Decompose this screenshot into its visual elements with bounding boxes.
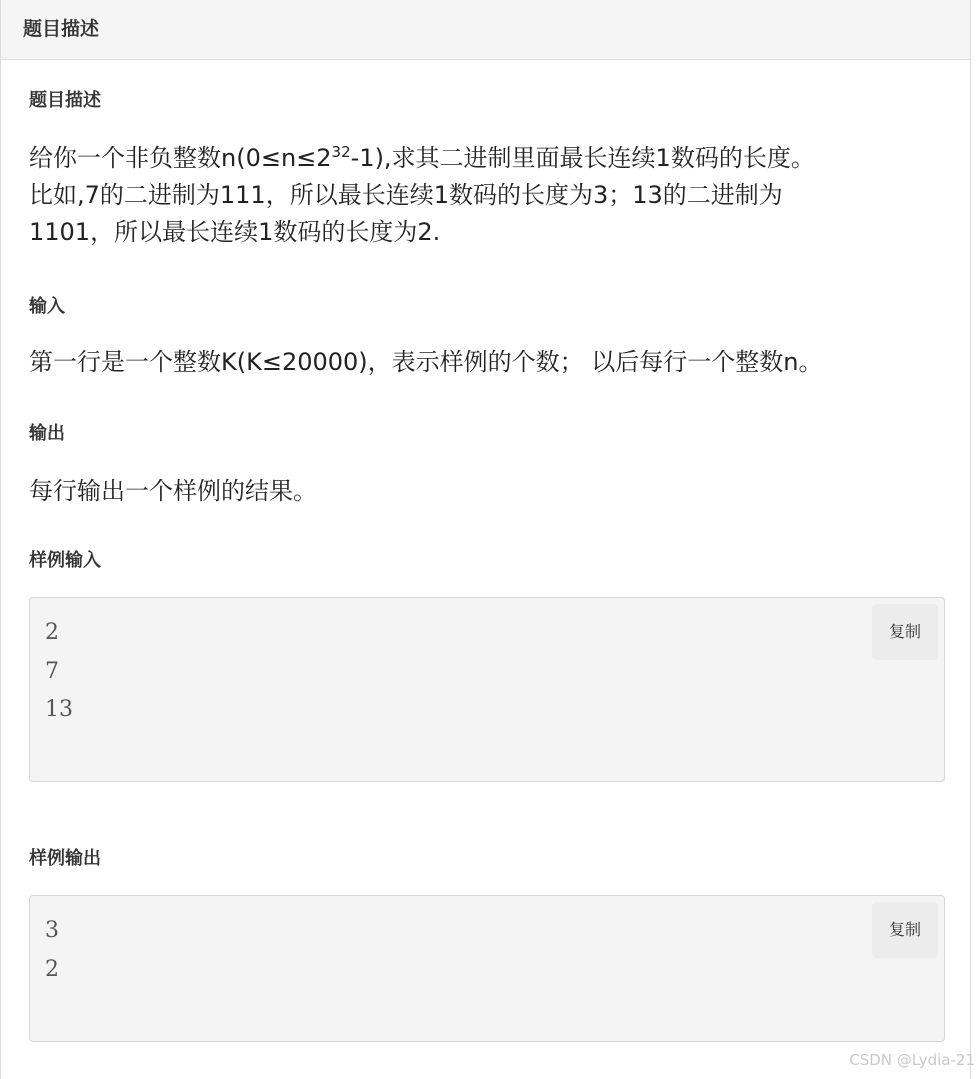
sample-input-heading: 样例输入	[29, 550, 101, 571]
description-line-1	[29, 140, 929, 177]
output-text: 每行输出一个样例的结果。	[29, 477, 317, 505]
copy-sample-input-button[interactable]: 复制	[872, 604, 938, 660]
sample-output-line: 2	[45, 956, 59, 982]
panel-title: 题目描述	[23, 18, 100, 40]
description-heading: 题目描述	[29, 90, 101, 111]
sample-output-box[interactable]	[29, 895, 945, 1042]
sample-output-code[interactable]	[45, 912, 59, 989]
sample-input-box[interactable]	[29, 597, 945, 782]
description-line-2: 比如,7的二进制为111，所以最长连续1数码的长度为3；13的二进制为	[29, 181, 783, 209]
sample-output-heading: 样例输出	[29, 848, 101, 869]
panel-header	[1, 0, 970, 60]
sample-input-line: 7	[45, 658, 59, 684]
sample-output-line: 3	[45, 918, 59, 943]
output-heading: 输出	[29, 423, 65, 444]
exponent: 32	[331, 143, 351, 161]
description-line-3: 1101，所以最长连续1数码的长度为2.	[29, 218, 441, 246]
copy-sample-output-button[interactable]: 复制	[872, 902, 938, 958]
description-text	[29, 140, 929, 251]
description-line-1-prefix: 给你一个非负整数n(0≤n≤2	[29, 144, 332, 172]
sample-input-line: 2	[45, 620, 59, 645]
description-line-1-suffix: -1),求其二进制里面最长连续1数码的长度。	[350, 144, 815, 172]
input-text: 第一行是一个整数K(K≤20000)，表示样例的个数； 以后每行一个整数n。	[29, 348, 823, 376]
input-heading: 输入	[29, 296, 65, 317]
watermark: CSDN @Lydia-21	[849, 1051, 975, 1069]
sample-input-code[interactable]	[45, 614, 73, 730]
sample-input-line: 13	[45, 697, 73, 722]
